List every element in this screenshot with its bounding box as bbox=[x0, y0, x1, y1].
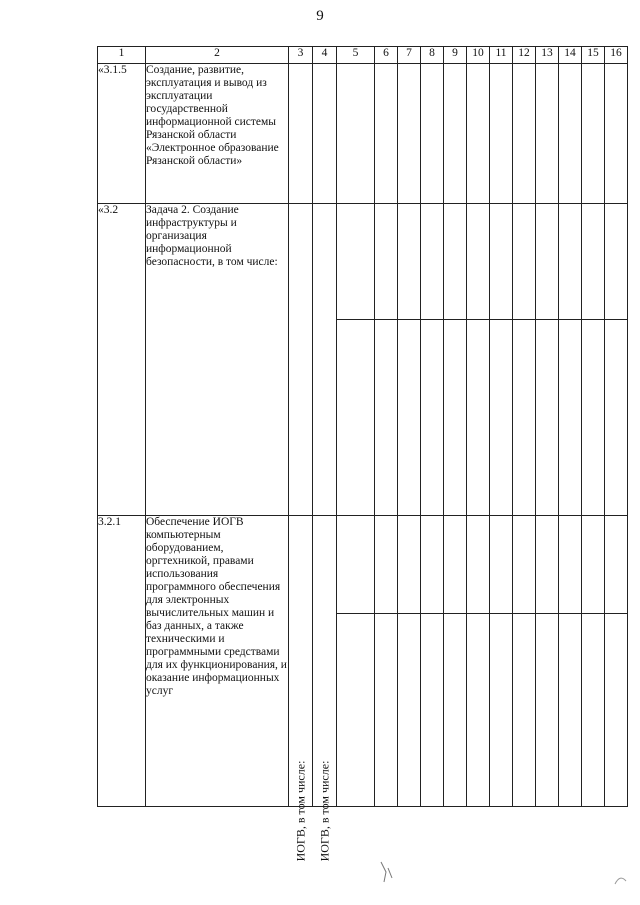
header-cell: 12 bbox=[513, 47, 536, 64]
header-cell: 14 bbox=[559, 47, 582, 64]
header-cell: 2 bbox=[146, 47, 289, 64]
ink-mark bbox=[378, 858, 398, 888]
header-cell: 5 bbox=[337, 47, 375, 64]
executor: ИОГВ, в том числе: bbox=[317, 760, 331, 862]
table-row bbox=[98, 516, 628, 614]
row-name: Создание, развитие, эксплуатация и вывод из эксплуатации государственной информационной системы Рязанской области «Электронное образование Рязанской области» bbox=[146, 64, 289, 204]
row-name: Задача 2. Создание инфраструктуры и организация информационной безопасности, в том числе: bbox=[146, 204, 289, 516]
header-cell: 16 bbox=[605, 47, 628, 64]
row-code: 3.2.1 bbox=[98, 516, 146, 807]
row-name: Обеспечение ИОГВ компьютерным оборудованием, оргтехникой, правами использования программного обеспечения для электронных вычислительных машин и баз данных, а также техническими и программными средствами для их функционирования, и оказание информационных услуг bbox=[146, 516, 289, 807]
header-cell: 10 bbox=[467, 47, 490, 64]
table-row bbox=[98, 64, 628, 204]
header-cell: 3 bbox=[289, 47, 313, 64]
empty-cell bbox=[313, 204, 337, 516]
page-number: 9 bbox=[316, 8, 324, 24]
header-cell: 4 bbox=[313, 47, 337, 64]
ink-mark bbox=[612, 872, 630, 890]
header-cell: 1 bbox=[98, 47, 146, 64]
header-cell: 7 bbox=[398, 47, 421, 64]
header-cell: 6 bbox=[375, 47, 398, 64]
header-row bbox=[98, 47, 628, 64]
header-cell: 11 bbox=[490, 47, 513, 64]
header-cell: 8 bbox=[421, 47, 444, 64]
row-code: «3.2 bbox=[98, 204, 146, 516]
row-code: «3.1.5 bbox=[98, 64, 146, 204]
header-cell: 15 bbox=[582, 47, 605, 64]
budget-table bbox=[97, 46, 628, 862]
header-cell: 9 bbox=[444, 47, 467, 64]
empty-cell bbox=[289, 204, 313, 516]
responsible-ministry: ИОГВ, в том числе: bbox=[293, 760, 307, 862]
table-row bbox=[98, 204, 628, 320]
header-cell: 13 bbox=[536, 47, 559, 64]
